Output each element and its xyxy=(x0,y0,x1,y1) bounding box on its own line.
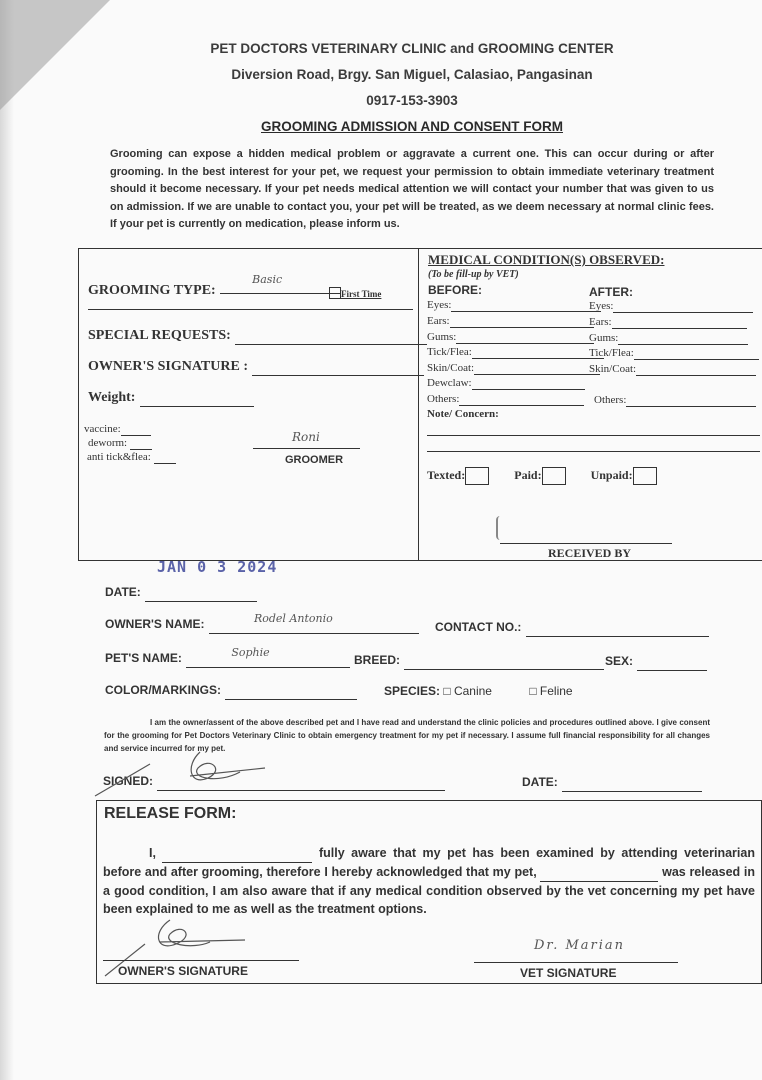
after-row xyxy=(589,332,748,345)
before-row-field[interactable] xyxy=(456,331,594,344)
groomer-value: Roni xyxy=(292,430,320,444)
owner-name-value: Rodel Antonio xyxy=(253,612,333,625)
others-before-row xyxy=(427,393,584,406)
pet-name-field[interactable] xyxy=(186,646,350,668)
special-requests-field[interactable] xyxy=(235,326,427,345)
paid-label: Paid: xyxy=(514,467,542,482)
after-row-field[interactable] xyxy=(634,347,759,360)
after-row-label: Eyes: xyxy=(589,300,614,312)
grooming-type-value: Basic xyxy=(252,273,283,286)
deworm-label: deworm: xyxy=(88,437,128,449)
release-pet-field[interactable] xyxy=(540,863,658,882)
texted-row xyxy=(427,467,657,485)
after-row xyxy=(589,347,759,360)
grooming-type-field[interactable] xyxy=(220,273,340,294)
dewclaw-label: Dewclaw: xyxy=(427,377,472,389)
before-label: BEFORE: xyxy=(428,283,482,297)
species-feline[interactable]: □ Feline xyxy=(529,684,573,698)
weight-label: Weight: xyxy=(88,390,136,405)
clinic-phone: 0917-153-3903 xyxy=(366,93,458,108)
dewclaw-row xyxy=(427,377,585,390)
dewclaw-field[interactable] xyxy=(472,377,585,390)
vet-signature-label: VET SIGNATURE xyxy=(520,966,617,980)
before-row xyxy=(427,315,594,328)
vaccine-field[interactable] xyxy=(121,423,151,436)
color-label: COLOR/MARKINGS: xyxy=(105,683,221,697)
before-row-label: Gums: xyxy=(427,331,457,343)
intro-paragraph: Grooming can expose a hidden medical problem or aggravate a current one. This can occur during or after grooming. In the best interest for your pet, we request your permission to obtain immediate veterinary treatment should it become necessary. If your pet needs medical attention we will contact your number that was given to us on admission. If we are unable to contact you, your pet will be treated, as we deem necessary at normal clinic fees. If your pet is currently on medication, please inform us. xyxy=(110,148,714,230)
date-row xyxy=(105,583,257,602)
owner-signature-label: OWNER'S SIGNATURE : xyxy=(88,359,248,374)
groomer-line[interactable] xyxy=(253,448,360,449)
after-row-field[interactable] xyxy=(612,316,747,329)
species-canine[interactable]: □ Canine xyxy=(443,684,492,698)
after-row-field[interactable] xyxy=(618,332,748,345)
release-body xyxy=(103,844,755,918)
species-row xyxy=(384,684,573,698)
date-field[interactable] xyxy=(145,583,257,602)
deworm-row xyxy=(88,437,152,450)
pet-name-row xyxy=(105,646,350,668)
color-field[interactable] xyxy=(225,681,357,700)
medical-title: MEDICAL CONDITION(S) OBSERVED: xyxy=(428,252,665,267)
weight-field[interactable] xyxy=(140,388,254,407)
vet-name-value: Dr. Marian xyxy=(534,938,626,953)
species-label: SPECIES: xyxy=(384,684,441,698)
release-text-1: fully aware that my pet has been examined by attending veterinarian before and after grooming, therefore I hereby acknowledged that my pet, xyxy=(103,846,755,879)
owner-name-row xyxy=(105,612,419,634)
sex-label: SEX: xyxy=(605,654,634,668)
antitick-label: anti tick&flea: xyxy=(87,451,151,463)
release-owner-field[interactable] xyxy=(162,844,312,863)
after-row xyxy=(589,363,756,376)
note-line-2[interactable] xyxy=(427,451,760,452)
signed-date-field[interactable] xyxy=(562,773,702,792)
grooming-type-row xyxy=(88,273,340,299)
owner-signature-row xyxy=(88,357,424,376)
others-after-row xyxy=(594,394,756,407)
after-row-label: Gums: xyxy=(589,332,619,344)
before-row xyxy=(427,331,594,344)
before-row-field[interactable] xyxy=(451,299,601,312)
vaccine-row xyxy=(84,423,151,436)
box-divider xyxy=(418,248,419,560)
owner-signature-scribble xyxy=(90,746,270,802)
weight-row xyxy=(88,388,254,407)
special-requests-row xyxy=(88,326,427,345)
others-after-field[interactable] xyxy=(626,394,756,407)
antitick-row xyxy=(87,451,176,464)
medical-subtitle: (To be fill-up by VET) xyxy=(428,269,519,280)
special-requests-label: SPECIAL REQUESTS: xyxy=(88,328,231,343)
species-canine-label: Canine xyxy=(453,684,492,698)
owner-name-field[interactable] xyxy=(209,612,419,634)
release-owner-line[interactable] xyxy=(103,960,299,961)
groomer-label: GROOMER xyxy=(285,454,344,466)
after-row-label: Skin/Coat: xyxy=(589,363,637,375)
others-before-field[interactable] xyxy=(459,393,584,406)
signed-date-row xyxy=(522,773,702,792)
before-row-field[interactable] xyxy=(450,315,594,328)
after-row xyxy=(589,300,753,313)
texted-checkbox[interactable] xyxy=(465,467,489,485)
after-row-label: Ears: xyxy=(589,316,612,328)
before-row-label: Eyes: xyxy=(427,299,452,311)
after-row xyxy=(589,316,747,329)
color-row xyxy=(105,681,357,700)
before-row-label: Tick/Flea: xyxy=(427,346,472,358)
others-after-label: Others: xyxy=(594,394,627,406)
release-title: RELEASE FORM: xyxy=(104,805,237,822)
paid-checkbox[interactable] xyxy=(542,467,566,485)
received-by-mark xyxy=(496,516,504,540)
breed-label: BREED: xyxy=(354,653,401,667)
others-before-label: Others: xyxy=(427,393,460,405)
sex-field[interactable] xyxy=(637,652,707,671)
scan-edge xyxy=(0,0,14,1080)
unpaid-checkbox[interactable] xyxy=(633,467,657,485)
received-by-label: RECEIVED BY xyxy=(548,546,632,560)
after-row-label: Tick/Flea: xyxy=(589,347,634,359)
antitick-field[interactable] xyxy=(154,451,176,464)
pet-name-value: Sophie xyxy=(231,646,270,659)
signed-date-label: DATE: xyxy=(522,775,558,789)
owner-signature-field[interactable] xyxy=(252,357,424,376)
contact-field[interactable] xyxy=(526,618,709,637)
after-row-field[interactable] xyxy=(636,363,756,376)
before-row-field[interactable] xyxy=(474,362,600,375)
note-line-1[interactable] xyxy=(427,435,760,436)
sex-row xyxy=(605,652,707,671)
after-label: AFTER: xyxy=(589,285,633,299)
clinic-name: PET DOCTORS VETERINARY CLINIC and GROOMING CENTER xyxy=(210,41,614,56)
release-text-2: was released in a good condition, I am also aware that if any medical condition observed by the vet concerning my pet have been explained to me as well as the treatment options. xyxy=(103,865,755,916)
species-feline-label: Feline xyxy=(539,684,573,698)
before-row xyxy=(427,299,601,312)
date-label: DATE: xyxy=(105,585,141,599)
after-row-field[interactable] xyxy=(613,300,753,313)
contact-row xyxy=(435,618,709,637)
clinic-address: Diversion Road, Brgy. San Miguel, Calasiao, Pangasinan xyxy=(231,67,593,82)
first-time-checkbox[interactable] xyxy=(329,287,341,299)
grooming-type-label: GROOMING TYPE: xyxy=(88,283,216,298)
grooming-type-line-2[interactable] xyxy=(88,309,413,310)
deworm-field[interactable] xyxy=(130,437,152,450)
signed-label: SIGNED: xyxy=(103,774,154,788)
vet-signature-line[interactable] xyxy=(474,962,678,963)
owner-name-label: OWNER'S NAME: xyxy=(105,617,205,631)
form-title: GROOMING ADMISSION AND CONSENT FORM xyxy=(261,119,563,134)
unpaid-label: Unpaid: xyxy=(590,467,633,482)
release-i-label: I, xyxy=(149,846,156,860)
first-time-label: First Time xyxy=(341,289,382,299)
received-by-line[interactable] xyxy=(500,543,672,544)
date-stamp: JAN 0 3 2024 xyxy=(157,558,278,576)
note-label: Note/ Concern: xyxy=(427,408,499,420)
pet-name-label: PET'S NAME: xyxy=(105,651,182,665)
texted-label: Texted: xyxy=(427,467,466,482)
before-row-label: Ears: xyxy=(427,315,450,327)
consent-text: I am the owner/assent of the above described pet and I have read and understand the clinic policies and procedures outlined above. I give consent for the grooming for Pet Doctors Veterinary Clinic to obtain emergency treatment for my pet if necessary. I assume full financial responsibility for all changes and service incurred for my pet. xyxy=(104,718,710,753)
vaccine-label: vaccine: xyxy=(84,423,121,435)
before-row xyxy=(427,362,600,375)
before-row xyxy=(427,346,604,359)
contact-label: CONTACT NO.: xyxy=(435,620,522,634)
first-time-row xyxy=(329,284,381,302)
before-row-field[interactable] xyxy=(472,346,604,359)
breed-field[interactable] xyxy=(404,651,604,670)
before-row-label: Skin/Coat: xyxy=(427,362,475,374)
release-owner-signature-label: OWNER'S SIGNATURE xyxy=(118,964,248,978)
breed-row xyxy=(354,651,604,670)
